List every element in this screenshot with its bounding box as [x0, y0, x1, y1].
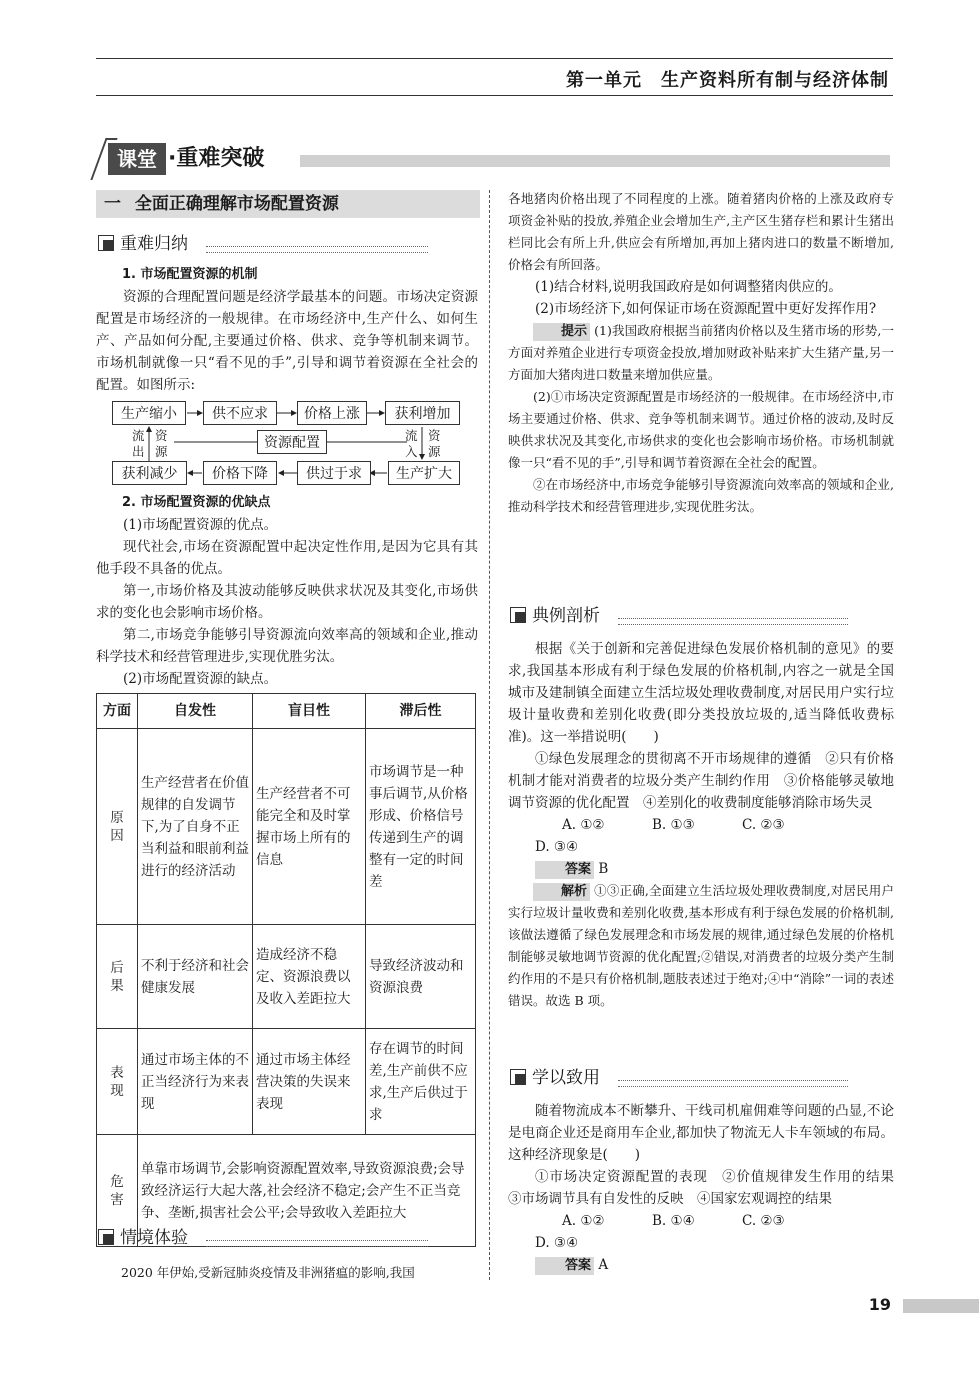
scenario-paragraph: 2020 年伊始,受新冠肺炎疫情及非洲猪瘟的影响,我国 [121, 1265, 415, 1280]
example-options: ①绿色发展理念的贯彻离不开市场规律的遵循 ②只有价格机制才能对消费者的垃圾分类产生制约作用 ③价格能够灵敏地调节资源的优化配置 ④差别化的收费制度能够消除市场失灵 [508, 751, 894, 811]
table-header-row [97, 694, 476, 729]
table-header: 自发性 [138, 694, 253, 729]
answer-value: A [598, 1257, 609, 1273]
column-divider [489, 190, 490, 1280]
hint-text: (1)我国政府根据当前猪肉价格以及生猪市场的形势,一方面对养殖企业进行专项资金投放,增加财政补贴来扩大生猪产量,另一方面加大猪肉进口数量来增加供应量。 [508, 323, 894, 382]
topic-title: 全面正确理解市场配置资源 [134, 194, 339, 214]
choice-d: D. ③④ [535, 1235, 579, 1251]
analysis-text: ①③正确,全面建立生活垃圾处理收费制度,对居民用户实行垃圾计量收费和差别化收费,基本形成有利于绿色发展的价格机制,该做法遵循了绿色发展理念和市场发展的规律,通过绿色发展的价格机制能够灵敏地调节资源的优化配置;②错误,对消费者的垃圾分类产生制约作用的不是只有价格机制,题肢表述过于绝对;④中“消除”一词的表述错误。故选 B 项。 [508, 883, 894, 1008]
mechanism-block [96, 264, 478, 396]
flow-label-out-4: 源 [155, 444, 168, 459]
section-tag: 课堂 [108, 143, 166, 175]
answer-tag: 答案 [535, 1257, 594, 1275]
subheading-label: 典例剖析 [532, 606, 600, 626]
pros-heading: (1)市场配置资源的优点。 [123, 517, 278, 533]
row-label: 原 因 [97, 729, 138, 925]
flow-box-production-expand: 生产扩大 [388, 461, 460, 485]
apply-options: ①市场决定资源配置的表现 ②价值规律发生作用的结果 ③市场调节具有自发性的反映 ④国家宏观调控的结果 [508, 1169, 908, 1207]
flow-box-profit-down: 获利减少 [112, 461, 187, 485]
flow-label-out-1: 流 [132, 428, 145, 443]
table-cell: 生产经营者在价值规律的自发调节下,为了自身不正当利益和眼前利益进行的经济活动 [138, 729, 253, 925]
table-cell: 通过市场主体的不正当经济行为来表现 [138, 1029, 253, 1135]
answer-value: B [598, 861, 609, 877]
example-paragraph: 根据《关于创新和完善促进绿色发展价格机制的意见》的要求,我国基本形成有利于绿色发展的价格机制,内容之一就是全国城市及建制镇全面建立生活垃圾处理收费制度,对居民用户实行垃圾计量收费和差别化收费(即分类投放垃圾的,适当降低收费标准)。这一举措说明( ) [508, 641, 894, 745]
table-cell: 不利于经济和社会健康发展 [138, 925, 253, 1029]
apply-paragraph: 随着物流成本不断攀升、干线司机雇佣难等问题的凸显,不论是电商企业还是商用车企业,都加快了物流无人卡车领域的布局。这种经济现象是( ) [508, 1103, 894, 1163]
table-row [97, 729, 476, 925]
unit-title: 第一单元 生产资料所有制与经济体制 [566, 70, 889, 91]
example-analysis [508, 880, 894, 1012]
hint-2: (2)①市场决定资源配置是市场经济的一般规律。在市场经济中,市场主要通过价格、供求、竞争等机制来调节。通过价格的波动,及时反映供求状况及其变化,市场供求的变化也会影响市场价格。市场机制就像一只“看不见的手”,引导和调节着资源在全社会的配置。 [508, 389, 894, 470]
table-row [97, 1029, 476, 1135]
question-2: (2)市场经济下,如何保证市场在资源配置中更好发挥作用? [535, 301, 877, 317]
table-cell: 存在调节的时间差,生产前供不应求,生产后供过于求 [366, 1029, 476, 1135]
apply-choices [508, 1210, 894, 1254]
row-label: 危 害 [97, 1135, 138, 1247]
flow-box-price-down: 价格下降 [203, 461, 277, 485]
table-cell: 生产经营者不可能完全和及时掌握市场上所有的信息 [253, 729, 366, 925]
table-header: 盲目性 [253, 694, 366, 729]
table-cell: 造成经济不稳定、资源浪费以及收入差距拉大 [253, 925, 366, 1029]
choice-a: A. ①② [562, 1213, 605, 1229]
dotted-rule [206, 246, 428, 253]
dotted-rule [618, 618, 848, 625]
box-icon [510, 607, 526, 623]
mechanism-title: 1. 市场配置资源的机制 [122, 267, 258, 282]
flow-label-out-2: 出 [132, 444, 145, 459]
table-cell: 通过市场主体经营决策的失误来表现 [253, 1029, 366, 1135]
example-block [508, 638, 894, 1012]
header-rule-top [96, 58, 893, 59]
flow-label-in-3: 资 [428, 428, 441, 443]
subheading-label: 学以致用 [532, 1068, 600, 1088]
scenario-intro [96, 1262, 478, 1284]
table-cell: 市场调节是一种事后调节,从价格形成、价格信号传递到生产的调整有一定的时间差 [366, 729, 476, 925]
flow-label-in-2: 入 [405, 444, 418, 459]
box-icon [98, 1229, 114, 1245]
choice-c: C. ②③ [742, 817, 785, 833]
pros-paragraph-2: 第一,市场价格及其波动能够反映供求状况及其变化,市场供求的变化也会影响市场价格。 [96, 583, 478, 621]
page-number-bar [903, 1299, 979, 1313]
pros-paragraph-1: 现代社会,市场在资源配置中起决定性作用,是因为它具有其他手段不具备的优点。 [96, 539, 478, 577]
flow-box-price-up: 价格上涨 [297, 401, 367, 425]
flow-label-in-4: 源 [428, 444, 441, 459]
flow-box-production-shrink: 生产缩小 [112, 401, 186, 425]
choice-a: A. ①② [562, 817, 605, 833]
mechanism-paragraph: 资源的合理配置问题是经济学最基本的问题。市场决定资源配置是市场经济的一般规律。在市场经济中,生产什么、如何生产、产品如何分配,主要通过价格、供求、竞争等机制来调节。市场机制就像一只“看不见的手”,引导和调节着资源在全社会的配置。如图所示: [96, 289, 478, 393]
table-cell: 单靠市场调节,会影响资源配置效率,导致资源浪费;会导致经济运行大起大落,社会经济不稳定;会产生不正当竞争、垄断,损害社会公平;会导致收入差距拉大 [138, 1135, 476, 1247]
pros-paragraph-3: 第二,市场竞争能够引导资源流向效率高的领域和企业,推动科学技术和经营管理进步,实现优胜劣汰。 [96, 627, 478, 665]
dotted-rule [618, 1080, 848, 1087]
row-label: 表 现 [97, 1029, 138, 1135]
flow-box-allocation: 资源配置 [257, 430, 327, 454]
subheading-key-points [98, 232, 428, 256]
subheading-scenario [98, 1226, 428, 1250]
cons-table [96, 693, 476, 1247]
dotted-rule [206, 1240, 428, 1247]
subheading-apply [510, 1066, 850, 1090]
box-icon [98, 235, 114, 251]
flow-label-out-3: 资 [155, 428, 168, 443]
flow-label-in-1: 流 [405, 428, 418, 443]
subheading-label: 重难归纳 [120, 234, 188, 254]
topic-number: 一 [104, 194, 121, 214]
hint-1 [508, 320, 894, 386]
row-label: 后 果 [97, 925, 138, 1029]
box-icon [510, 1069, 526, 1085]
choice-b: B. ①③ [652, 817, 695, 833]
header-rule-bottom [96, 95, 893, 96]
apply-block [508, 1100, 908, 1276]
subheading-label: 情境体验 [120, 1228, 188, 1248]
flow-box-supply-exceeds: 供过于求 [297, 461, 371, 485]
question-1: (1)结合材料,说明我国政府是如何调整猪肉供应的。 [535, 279, 842, 295]
topic-heading [96, 190, 480, 218]
table-header: 滞后性 [366, 694, 476, 729]
answer-tag: 答案 [535, 861, 594, 879]
choice-b: B. ①④ [652, 1213, 695, 1229]
hint-tag: 提示 [533, 323, 590, 341]
section-bar [300, 155, 890, 167]
table-cell: 导致经济波动和资源浪费 [366, 925, 476, 1029]
subheading-example [510, 604, 850, 628]
flow-box-demand-exceeds: 供不应求 [203, 401, 277, 425]
example-answer [508, 858, 894, 880]
pros-cons-block [96, 492, 478, 690]
choice-c: C. ②③ [742, 1213, 785, 1229]
flow-box-profit-up: 获利增加 [385, 401, 460, 425]
section-banner [98, 138, 898, 178]
table-header: 方面 [97, 694, 138, 729]
choice-d: D. ③④ [535, 839, 579, 855]
analysis-tag: 解析 [533, 883, 590, 901]
hint-3: ②在市场经济中,市场竞争能够引导资源流向效率高的领域和企业,推动科学技术和经营管理进步,实现优胜劣汰。 [508, 477, 894, 514]
market-flow-diagram [112, 400, 462, 490]
scenario-continued [508, 188, 894, 518]
scenario-paragraph-cont: 各地猪肉价格出现了不同程度的上涨。随着猪肉价格的上涨及政府专项资金补贴的投放,养殖企业会增加生产,主产区生猪存栏和累计生猪出栏同比会有所上升,供应会有所增加,再加上猪肉进口的数量不断增加,价格会有所回落。 [508, 191, 894, 272]
cons-heading: (2)市场配置资源的缺点。 [123, 671, 278, 687]
section-title: ·重难突破 [168, 146, 265, 171]
pros-cons-title: 2. 市场配置资源的优缺点 [122, 495, 271, 510]
table-row [97, 925, 476, 1029]
example-choices [508, 814, 894, 858]
page-number: 19 [868, 1295, 891, 1314]
apply-answer [508, 1254, 894, 1276]
